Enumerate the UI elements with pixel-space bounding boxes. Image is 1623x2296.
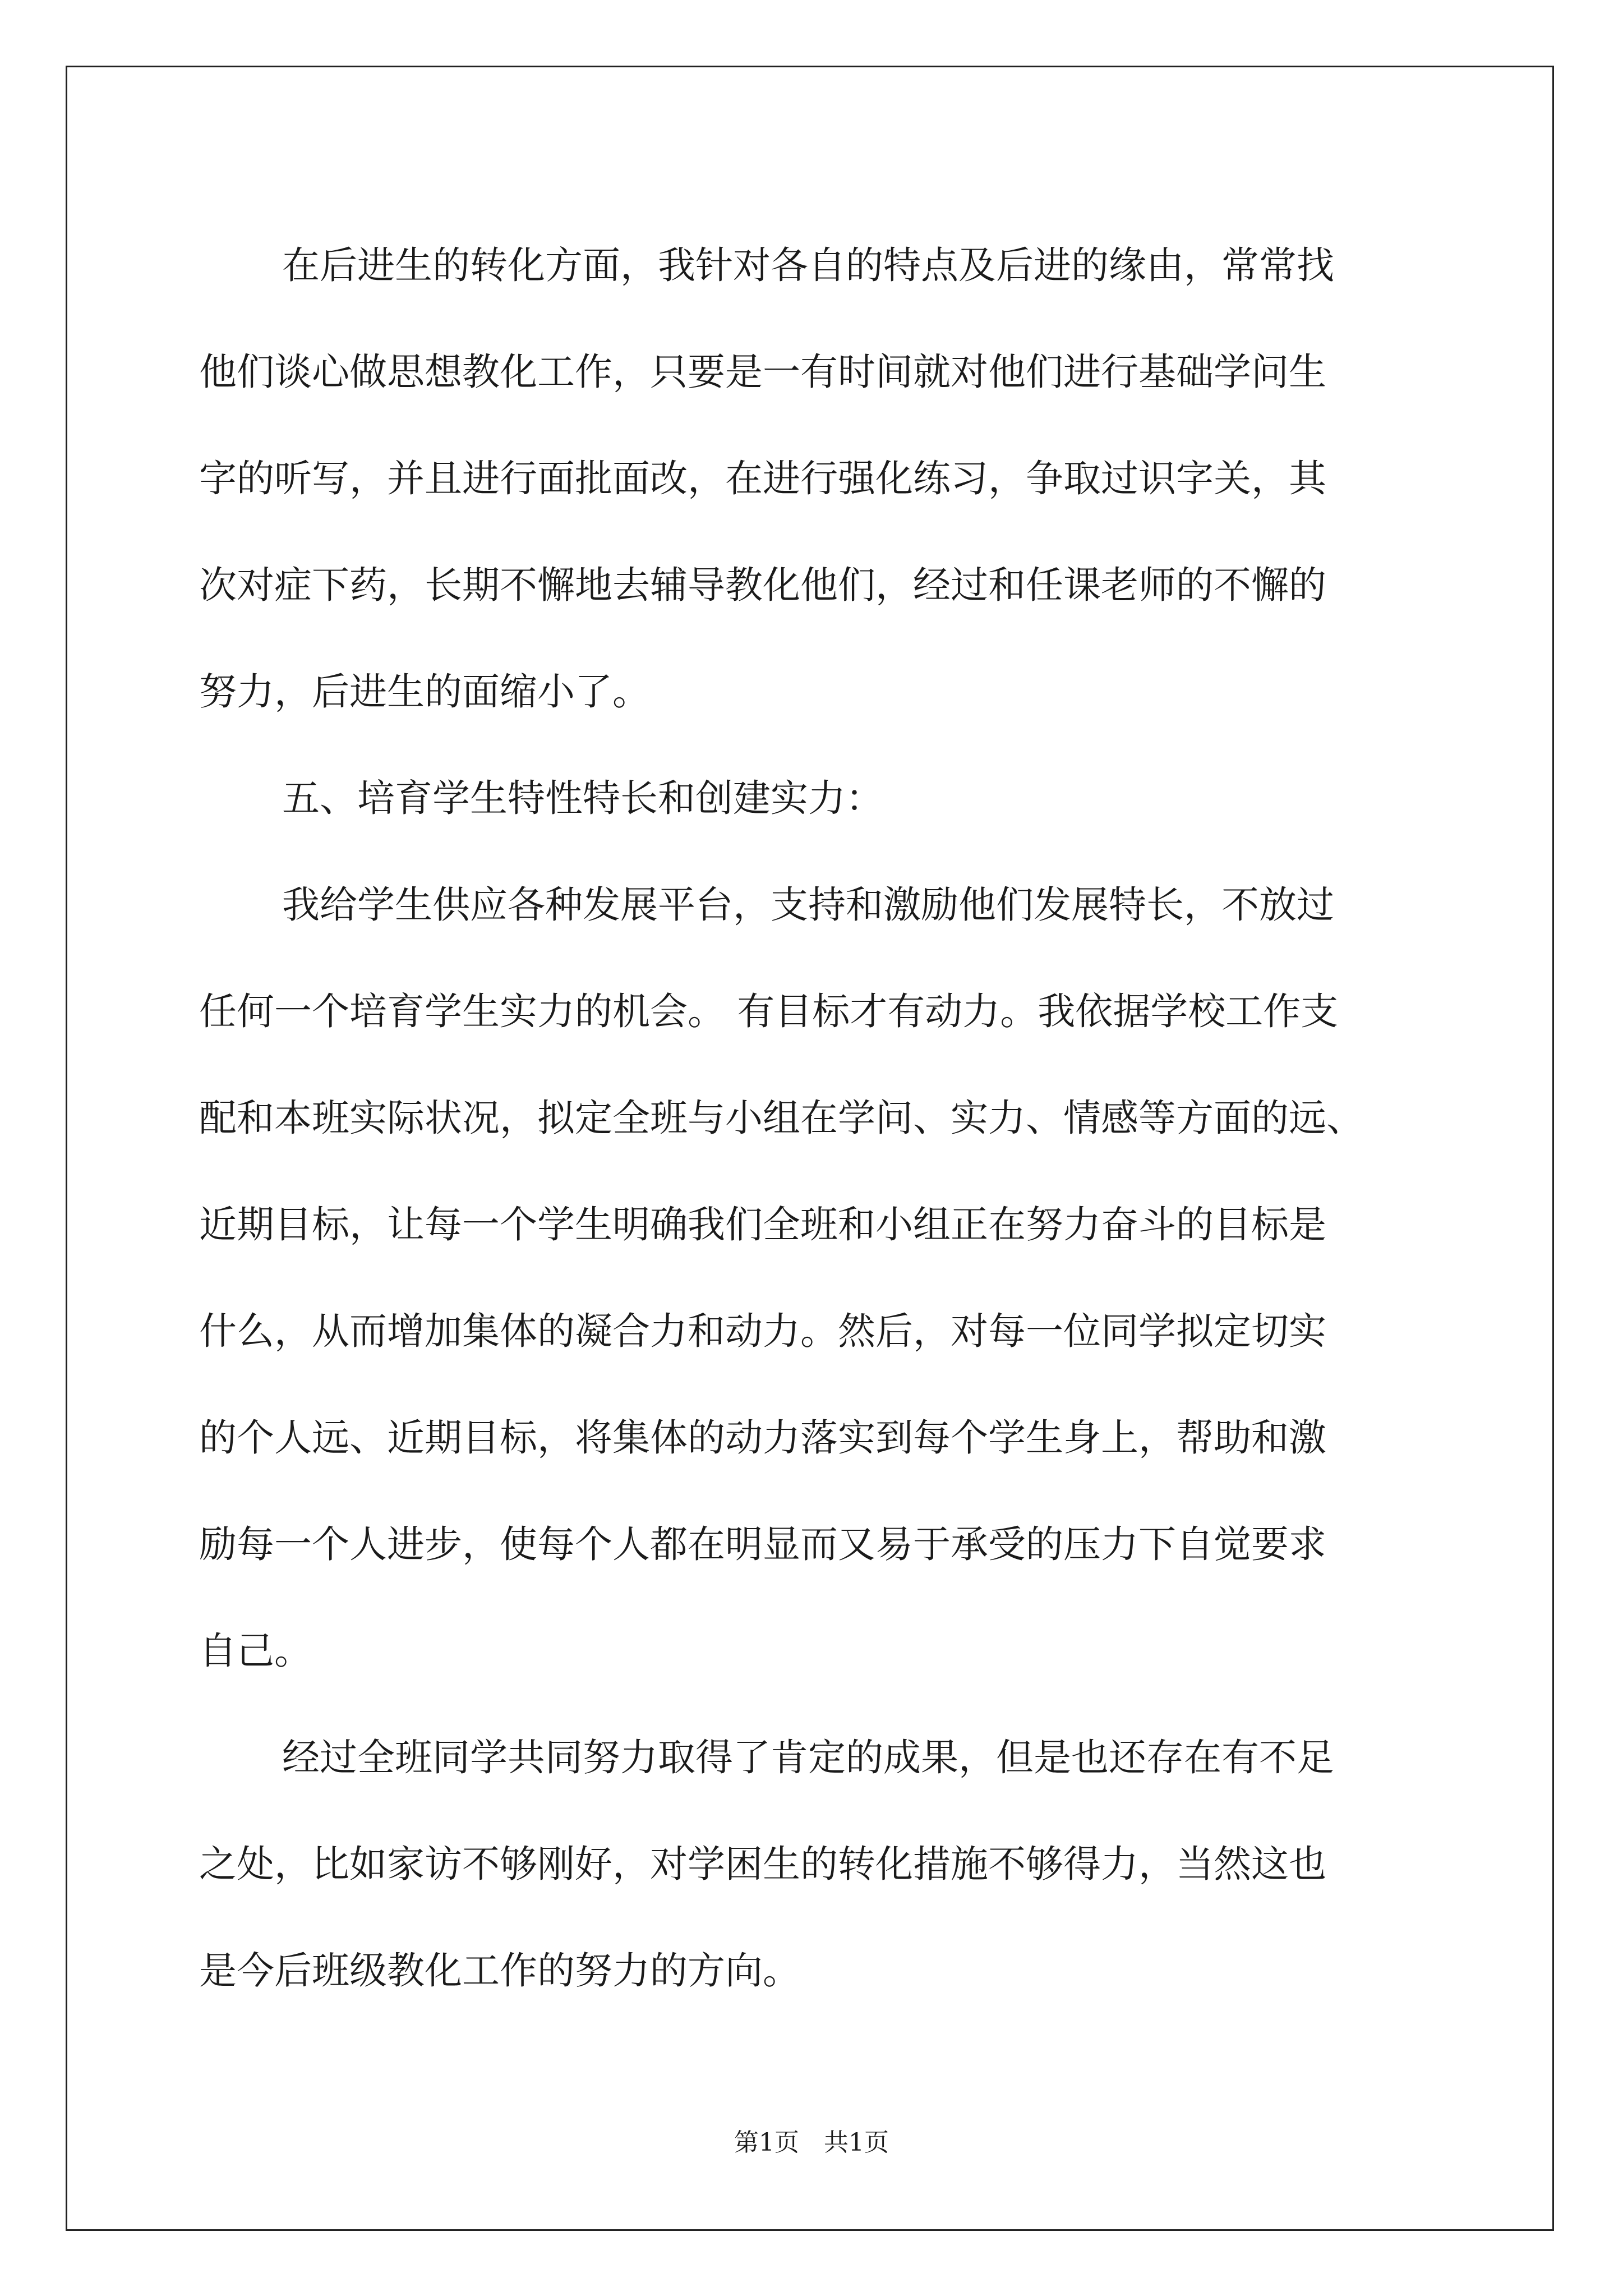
paragraph-line: 配和本班实际状况，拟定全班与小组在学问、实力、情感等方面的远、: [199, 1096, 1364, 1140]
paragraph-line: 次对症下药，长期不懈地去辅导教化他们，经过和任课老师的不懈的: [199, 563, 1326, 607]
page-number-footer: 第1页 共1页: [734, 2128, 889, 2157]
paragraph-line: 任何一个培育学生实力的机会。 有目标才有动力。我依据学校工作支: [199, 990, 1339, 1033]
paragraph-line: 的个人远、近期目标，将集体的动力落实到每个学生身上，帮助和激: [199, 1416, 1326, 1460]
paragraph-line: 努力，后进生的面缩小了。: [199, 670, 650, 714]
document-body: [199, 212, 1433, 2024]
paragraph-line: 之处，比如家访不够刚好，对学困生的转化措施不够得力，当然这也: [199, 1842, 1326, 1886]
paragraph-line: 励每一个人进步，使每个人都在明显而又易于承受的压力下自觉要求: [199, 1522, 1326, 1566]
paragraph-line: 什么，从而增加集体的凝合力和动力。然后，对每一位同学拟定切实: [199, 1309, 1326, 1353]
paragraph-line: 我给学生供应各种发展平台，支持和激励他们发展特长，不放过: [282, 883, 1334, 927]
paragraph-line: 他们谈心做思想教化工作，只要是一有时间就对他们进行基础学问生: [199, 350, 1326, 394]
paragraph-line: 字的听写，并且进行面批面改，在进行强化练习，争取过识字关，其: [199, 457, 1326, 500]
paragraph-line: 经过全班同学共同努力取得了肯定的成果，但是也还存在有不足: [282, 1736, 1334, 1779]
paragraph-line: 在后进生的转化方面，我针对各自的特点及后进的缘由，常常找: [282, 243, 1334, 287]
paragraph-line: 自己。: [199, 1629, 312, 1673]
paragraph-line: 近期目标，让每一个学生明确我们全班和小组正在努力奋斗的目标是: [199, 1203, 1326, 1246]
paragraph-line: 是今后班级教化工作的努力的方向。: [199, 1949, 800, 1993]
section-heading: 五、培育学生特性特长和创建实力：: [282, 776, 883, 820]
